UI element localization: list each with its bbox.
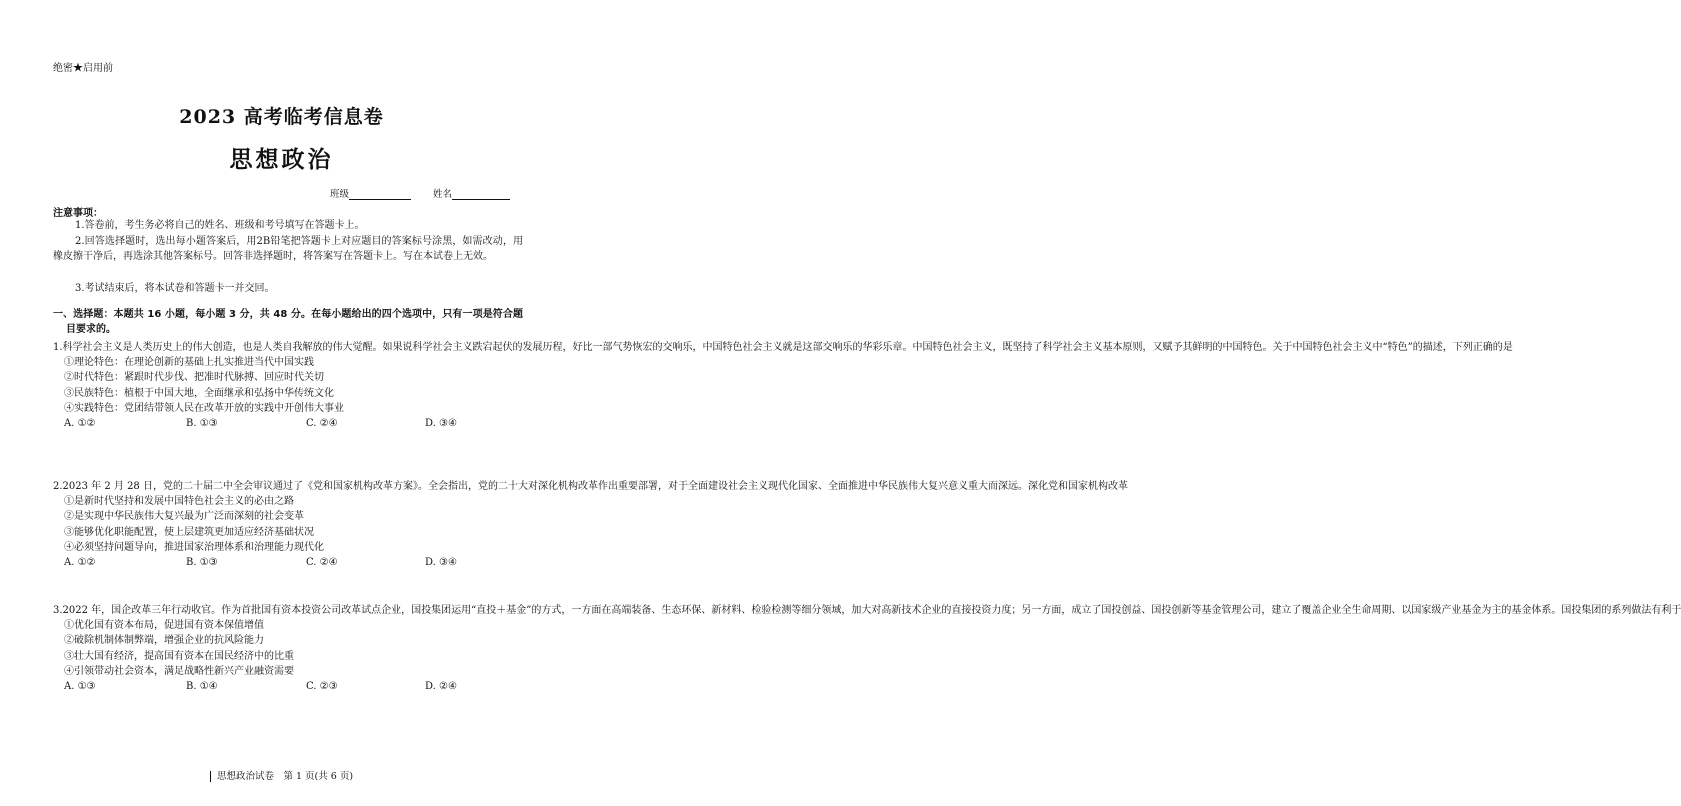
note-item-2: 2.回答选择题时，选出每小题答案后，用2B铅笔把答题卡上对应题目的答案标号涂黑，如需改动，用橡皮擦干净后，再选涂其他答案标号。回答非选择题时，将答案写在答题卡上。写在本试卷上无效。 xyxy=(53,236,523,263)
subject-title: 思想政治 xyxy=(229,146,334,173)
question-item: ④必须坚持问题导向，推进国家治理体系和治理能力现代化 xyxy=(64,541,324,553)
footer-text: 思想政治试卷 第 1 页(共 6 页) xyxy=(216,771,354,782)
option-c[interactable]: C. ②③ xyxy=(306,681,338,693)
question-item: ①优化国有资本布局，促进国有资本保值增值 xyxy=(64,620,264,632)
name-label: 姓名 xyxy=(433,189,453,200)
question-item: ④引领带动社会资本，满足战略性新兴产业融资需要 xyxy=(64,665,294,677)
exam-title: 2023 高考临考信息卷 xyxy=(179,106,384,128)
option-b[interactable]: B. ①③ xyxy=(186,557,218,569)
note-item-3: 3.考试结束后，将本试卷和答题卡一并交回。 xyxy=(75,283,275,294)
footer-divider xyxy=(210,771,211,782)
option-a[interactable]: A. ①③ xyxy=(64,681,96,693)
option-b[interactable]: B. ①③ xyxy=(186,418,218,430)
confidential-label: 绝密★启用前 xyxy=(53,63,113,74)
name-field[interactable] xyxy=(452,190,510,200)
option-b[interactable]: B. ①④ xyxy=(186,681,218,693)
question-item: ①是新时代坚持和发展中国特色社会主义的必由之路 xyxy=(64,496,294,508)
option-a[interactable]: A. ①② xyxy=(64,557,96,569)
question-item: ③民族特色：植根于中国大地，全面继承和弘扬中华传统文化 xyxy=(64,387,334,399)
option-a[interactable]: A. ①② xyxy=(64,418,96,430)
question-item: ②破除机制体制弊端，增强企业的抗风险能力 xyxy=(64,635,264,647)
question-item: ④实践特色：党团结带领人民在改革开放的实践中开创伟大事业 xyxy=(64,402,344,414)
question-item: ③能够优化职能配置，使上层建筑更加适应经济基础状况 xyxy=(64,526,314,538)
option-c[interactable]: C. ②④ xyxy=(306,557,338,569)
option-d[interactable]: D. ③④ xyxy=(425,418,457,430)
class-label: 班级 xyxy=(330,189,350,200)
class-field[interactable] xyxy=(349,190,411,200)
question-item: ②时代特色：紧跟时代步伐、把准时代脉搏、回应时代关切 xyxy=(64,372,324,384)
question-stem: 2.2023 年 2 月 28 日，党的二十届二中全会审议通过了《党和国家机构改革方案》。全会指出，党的二十大对深化机构改革作出重要部署，对于全面建设社会主义现代化国家、全面推进中华民族伟大复兴意义重大而深远。深化党和国家机构改革 xyxy=(53,481,1128,492)
student-info-row xyxy=(330,186,510,200)
option-d[interactable]: D. ③④ xyxy=(425,557,457,569)
section-heading: 一、选择题：本题共 16 小题，每小题 3 分，共 48 分。在每小题给出的四个选项中，只有一项是符合题目要求的。 xyxy=(53,309,523,336)
note-item-1: 1.答卷前，考生务必将自己的姓名、班级和考号填写在答题卡上。 xyxy=(75,220,365,231)
question-stem: 3.2022 年，国企改革三年行动收官。作为首批国有资本投资公司改革试点企业，国投集团运用“直投＋基金”的方式，一方面在高端装备、生态环保、新材料、检验检测等细分领域，加大对高新技术企业的直接投资力度；另一方面，成立了国投创益、国投创新等基金管理公司，建立了覆盖企业全生命周期、以国家级产业基金为主的基金体系。国投集团的系列做法有利于 xyxy=(53,605,1681,616)
page-footer xyxy=(0,768,563,782)
question-1 xyxy=(53,340,1513,431)
answer-options xyxy=(53,679,523,694)
question-item: ③壮大国有经济，提高国有资本在国民经济中的比重 xyxy=(64,650,294,662)
question-item: ①理论特色：在理论创新的基础上扎实推进当代中国实践 xyxy=(64,357,314,369)
answer-options xyxy=(53,416,523,431)
question-stem: 1.科学社会主义是人类历史上的伟大创造，也是人类自我解放的伟大觉醒。如果说科学社会主义跌宕起伏的发展历程，好比一部气势恢宏的交响乐，中国特色社会主义就是这部交响乐的华彩乐章。中国特色社会主义，既坚持了科学社会主义基本原则，又赋予其鲜明的中国特色。关于中国特色社会主义中“特色”的描述，下列正确的是 xyxy=(53,342,1513,353)
option-d[interactable]: D. ②④ xyxy=(425,681,457,693)
question-3 xyxy=(53,603,1681,694)
option-c[interactable]: C. ②④ xyxy=(306,418,338,430)
answer-options xyxy=(53,555,523,570)
question-2 xyxy=(53,479,1128,570)
notes-title: 注意事项： xyxy=(53,208,103,219)
question-item: ②是实现中华民族伟大复兴最为广泛而深刻的社会变革 xyxy=(64,511,304,523)
